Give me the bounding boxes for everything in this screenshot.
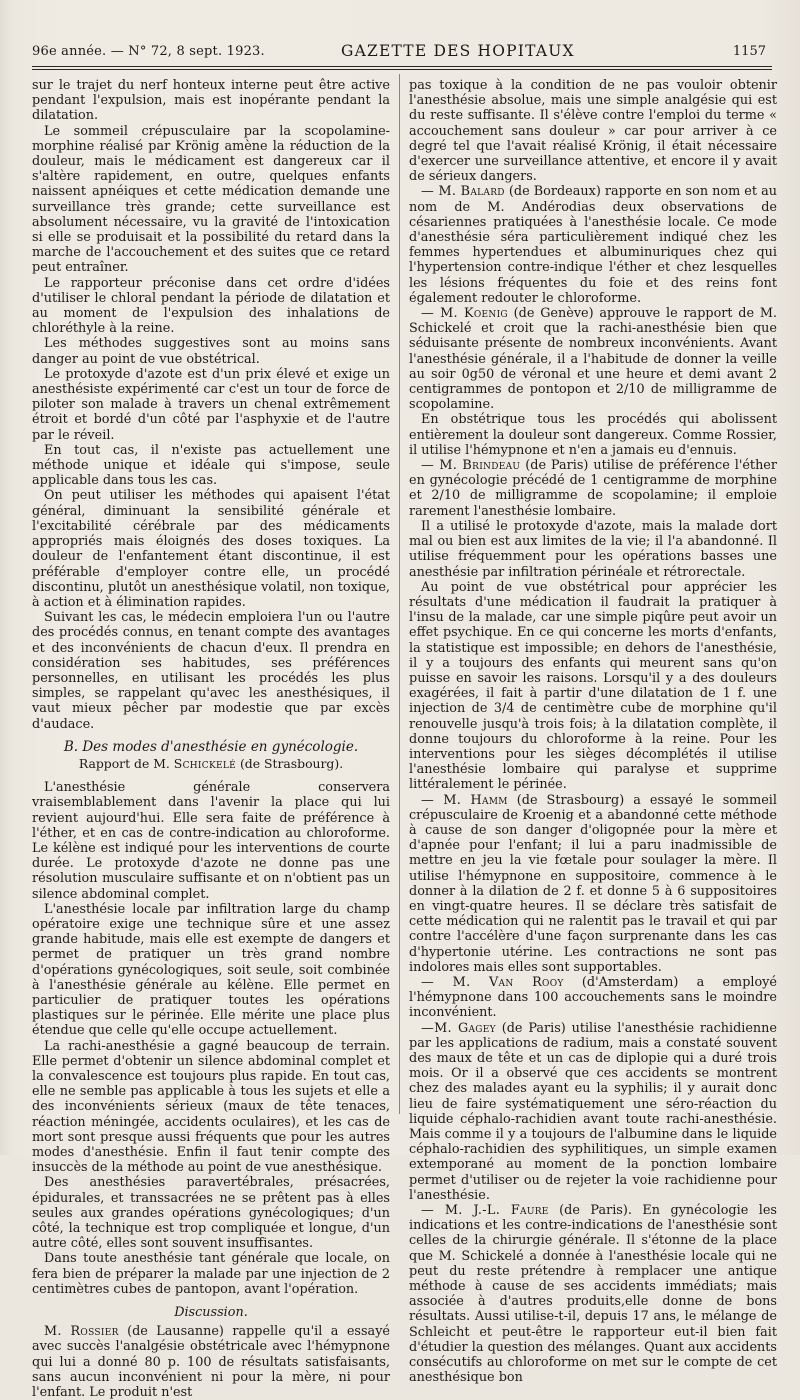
paragraph: Dans toute anesthésie tant générale que locale, on fera bien de préparer la malade par une injection de 2 centimètres cubes de pantopon, avant l'opération.	[32, 1251, 390, 1297]
paragraph: Des anesthésies paravertébrales, présacrées, épidurales, et transsacrées ne se prêtent pas à elles seules aux grandes opérations gynécologiques; d'un côté, la technique est trop compliquée et longue, d'un autre côté, elles sont souvent insuffisantes.	[32, 1175, 390, 1252]
section-byline	[32, 756, 390, 771]
paragraph: La rachi-anesthésie a gagné beaucoup de terrain. Elle permet d'obtenir un silence abdominal complet et la convalescence est toujours plus rapide. En tout cas, elle ne semble pas applicable à tous les sujets et elle a des inconvénients sérieux (maux de tête tenaces, réaction méningée, accidents oculaires), et les cas de mort sont presque aussi fréquents que pour les autres modes d'anesthésie. Enfin il faut tenir compte des insuccès de la méthode au point de vue anesthésique.	[32, 1038, 390, 1176]
paragraph-gagey	[409, 1021, 777, 1203]
speaker-name: — M. J.-L. Faure	[421, 1203, 549, 1219]
paragraph: Suivant les cas, le médecin emploiera l'un ou l'autre des procédés connus, en tenant compte des avantages et des inconvénients de chacun d'eux. Il prendra en considération ses habitudes, ses préférences personnelles, en utilisant les procédés les plus simples, se rappelant qu'avec les anesthésiques, il vaut mieux pêcher par modestie que par excès d'audace.	[32, 610, 390, 732]
paragraph: Il a utilisé le protoxyde d'azote, mais la malade dort mal ou bien est aux limites de la vie; il l'a abandonné. Il utilise fréquemment pour les opérations basses une anesthésie par infiltration périnéale et rétrorectale.	[409, 518, 777, 580]
paragraph-brindeau	[409, 458, 777, 519]
byline-rapport: Rapport de M.	[78, 755, 170, 771]
paragraph-koenig	[409, 306, 777, 412]
page-header	[32, 44, 772, 62]
speaker-name: — M. Balard	[421, 184, 505, 200]
header-rule-top	[32, 66, 772, 67]
header-rule-bottom	[32, 69, 772, 70]
paragraph: Le rapporteur préconise dans cet ordre d'idées d'utiliser le chloral pendant la période de dilatation et au moment de l'expulsion des inhalations de chloréthyle à la reine.	[32, 275, 390, 337]
paragraph-hamm	[409, 793, 777, 975]
left-column	[32, 78, 390, 1400]
paragraph: L'anesthésie locale par infiltration large du champ opératoire exige une technique sûre et une assez grande habitude, mais elle est exempte de dangers et permet de pratiquer un très grand nombre d'opérations gynécologiques, soit seule, soit combinée à l'anesthésie générale au kélène. Elle permet en particulier de pratiquer toutes les opérations plastiques sur le périnée. Elle mérite une place plus étendue que celle qu'elle occupe actuellement.	[32, 901, 390, 1039]
speaker-name: —M. Gagey	[421, 1020, 496, 1036]
byline-author: Schickelé	[173, 755, 237, 771]
discussion-title: Discussion.	[174, 1305, 248, 1321]
paragraph-vanrooy	[409, 975, 777, 1021]
speaker-name: M. Rossier	[44, 1324, 119, 1340]
paragraph-faure	[409, 1203, 777, 1385]
speaker-name: — M. Koenig	[421, 306, 508, 322]
speaker-text: (d'Amsterdam) a employé l'hémypnone dans 100 accouchements sans le moindre inconvénient.	[409, 974, 777, 1021]
paragraph: Le sommeil crépusculaire par la scopolamine-morphine réalisé par Krönig amène la réduction de la douleur, mais le médicament est dangereux car il s'altère rapidement, en outre, quelques enfants naissent apnéiques et cette médication demande une surveillance très grande; cette surveillance est absolument nécessaire, vu la gravité de l'intoxication si elle se produisait et la possibilité du retard dans la marche de l'accouchement et des suites que ce retard peut entraîner.	[32, 123, 390, 276]
speaker-text: (de Bordeaux) rapporte en son nom et au nom de M. Andérodias deux observations de césariennes pratiquées à l'anesthésie locale. Ce mode d'anesthésie séra particulièrement indiqué chez les femmes hypertendues et albuminuriques chez qui l'hypertension contre-indique l'éther et chez lesquelles les lésions fréquentes du foie et des reins font également redouter le chloroforme.	[409, 184, 777, 306]
paragraph: Au point de vue obstétrical pour apprécier les résultats d'une médication il faudrait la pratiquer à l'insu de la malade, car une simple piqûre peut avoir un effet psychique. En ce qui concerne les morts d'enfants, la statistique est impossible; en dehors de l'anesthésie, il y a toujours des enfants qui meurent sans qu'on puisse en savoir les raisons. Lorsqu'il y a des douleurs exagérées, il fait à partir d'une dilatation de 1 f. une injection de 3/4 de centimètre cube de morphine qu'il renouvelle jusqu'à trois fois; à la dilatation complète, il donne toujours du chloroforme à la reine. Pour les interventions pour les sièges décomplétés il utilise l'anesthésie lombaire qui paralyse et supprime littéralement le périnée.	[409, 579, 777, 793]
paragraph: sur le trajet du nerf honteux interne peut être active pendant l'expulsion, mais est inopérante pendant la dilatation.	[32, 78, 390, 124]
paragraph-rossier	[32, 1324, 390, 1400]
section-title: B. Des modes d'anesthésie en gynécologie.	[63, 738, 359, 755]
speaker-text: (de Strasbourg) a essayé le sommeil crépusculaire de Kroenig et a abandonné cette méthode à cause de son danger d'oligopnée pour la mère et d'apnée pour l'enfant; il lui a paru inadmissible de mettre en jeu la vie fœtale pour soulager la mère. Il utilise l'hémypnone en suppositoire, commence à le donner à la dilation de 2 f. et donne 5 à 6 suppositoires en vingt-quatre heures. Il se déclare très satisfait de cette médication qui ne ralentit pas le travail et qui par contre l'accélère d'une façon surprenante dans les cas d'hypertonie utérine. Les contractions ne sont pas indolores mais elles sont supportables.	[409, 792, 777, 975]
speaker-text: (de Paris). En gynécologie les indications et les contre-indications de l'anesthésie sont celles de la chirurgie générale. Il s'étonne de la place que M. Schickelé a donnée à l'anesthésie locale qui ne peut du reste prétendre à remplacer une antique méthode à cause de ses accidents immédiats; mais associée à d'autres produits,elle donne de bons résultats. Aussi utilise-t-il, depuis 17 ans, le mélange de Schleicht et peut-être le rapporteur eut-il bien fait d'étudier la question des mélanges. Quant aux accidents consécutifs au chloroforme on met sur le compte de cet anesthésique bon	[409, 1203, 777, 1386]
speaker-name: — M. Van Rooy	[421, 974, 564, 990]
paragraph: L'anesthésie générale conservera vraisemblablement dans l'avenir la place qui lui revient aujourd'hui. Elle sera faite de préférence à l'éther, et en cas de contre-indication au chloroforme. Le kélène est indiqué pour les interventions de courte durée. Le protoxyde d'azote ne donne pas une résolution musculaire suffisante et on n'obtient pas un silence abdominal complet.	[32, 780, 390, 902]
paragraph-balard	[409, 184, 777, 306]
speaker-text: (de Lausanne) rappelle qu'il a essayé avec succès l'analgésie obstétricale avec l'hémypnone qui lui a donné 80 p. 100 de résultats satisfaisants, sans aucun inconvénient ni pour la mère, ni pour l'enfant. Le produit n'est	[32, 1324, 390, 1400]
paragraph: pas toxique à la condition de ne pas vouloir obtenir l'anesthésie absolue, mais une simple analgésie qui est du reste suffisante. Il s'élève contre l'emploi du terme « accouchement sans douleur » car pour arriver à ce degré tel que l'avait réalisé Krönig, il était nécessaire d'exercer une surveillance attentive, et encore il y avait de sérieux dangers.	[409, 78, 777, 185]
speaker-text: (de Paris) utilise l'anesthésie rachidienne par les applications de radium, mais a constaté souvent des maux de tête et un cas de diplopie qui a duré trois mois. Or il a observé que ces accidents se montrent chez des malades ayant eu la syphilis; il y aurait donc lieu de faire systématiquement une séro-réaction du liquide céphalo-rachidien avant toute rachi-anesthésie. Mais comme il y a toujours de l'albumine dans le liquide céphalo-rachidien des syphilitiques, un simple examen extemporané au moment de la ponction lombaire permet d'utiliser ou de rejeter la voie rachidienne pour l'anesthésie.	[409, 1020, 777, 1203]
speaker-text: (de Paris) utilise de préférence l'éther en gynécologie précédé de 1 centigramme de morphine et 2/10 de milligramme de scopolamine; il emploie rarement l'anesthésie lombaire.	[409, 458, 777, 519]
column-divider	[399, 74, 400, 1114]
byline-city: (de Strasbourg).	[239, 755, 344, 771]
right-column	[409, 78, 777, 1386]
paragraph: En tout cas, il n'existe pas actuellement une méthode unique et idéale qui s'impose, seule applicable dans tous les cas.	[32, 442, 390, 489]
speaker-name: — M. Brindeau	[421, 458, 521, 474]
paragraph: Le protoxyde d'azote est d'un prix élevé et exige un anesthésiste expérimenté car c'est un tour de force de piloter son malade à travers un chenal extrêmement étroit et bordé d'un côté par l'asphyxie et de l'autre par le réveil.	[32, 366, 390, 443]
journal-title: GAZETTE DES HOPITAUX	[341, 42, 575, 60]
issue-info: 96e année. — N° 72, 8 sept. 1923.	[32, 44, 265, 59]
page-number: 1157	[732, 44, 766, 59]
paragraph: En obstétrique tous les procédés qui abolissent entièrement la douleur sont dangereux. Comme Rossier, il utilise l'hémypnone et n'en a jamais eu d'ennuis.	[409, 412, 777, 458]
speaker-name: — M. Hamm	[421, 792, 508, 808]
speaker-text: (de Genève) approuve le rapport de M. Schickelé et croit que la rachi-anesthésie bien que séduisante présente de nombreux inconvénients. Avant l'anesthésie générale, il a l'habitude de donner la veille au soir 0g50 de véronal et une heure et demi avant 2 centigrammes de pontopon et 2/10 de milligramme de scopolamine.	[409, 306, 777, 413]
paragraph: On peut utiliser les méthodes qui apaisent l'état général, diminuant la sensibilité générale et l'excitabilité cérébrale par des médicaments appropriés mais éloignés des doses toxiques. La douleur de l'enfantement étant discontinue, il est préférable d'employer contre elle, un procédé discontinu, plutôt un anesthésique volatil, non toxique, à action et à élimination rapides.	[32, 488, 390, 610]
paragraph: Les méthodes suggestives sont au moins sans danger au point de vue obstétrical.	[32, 336, 390, 367]
